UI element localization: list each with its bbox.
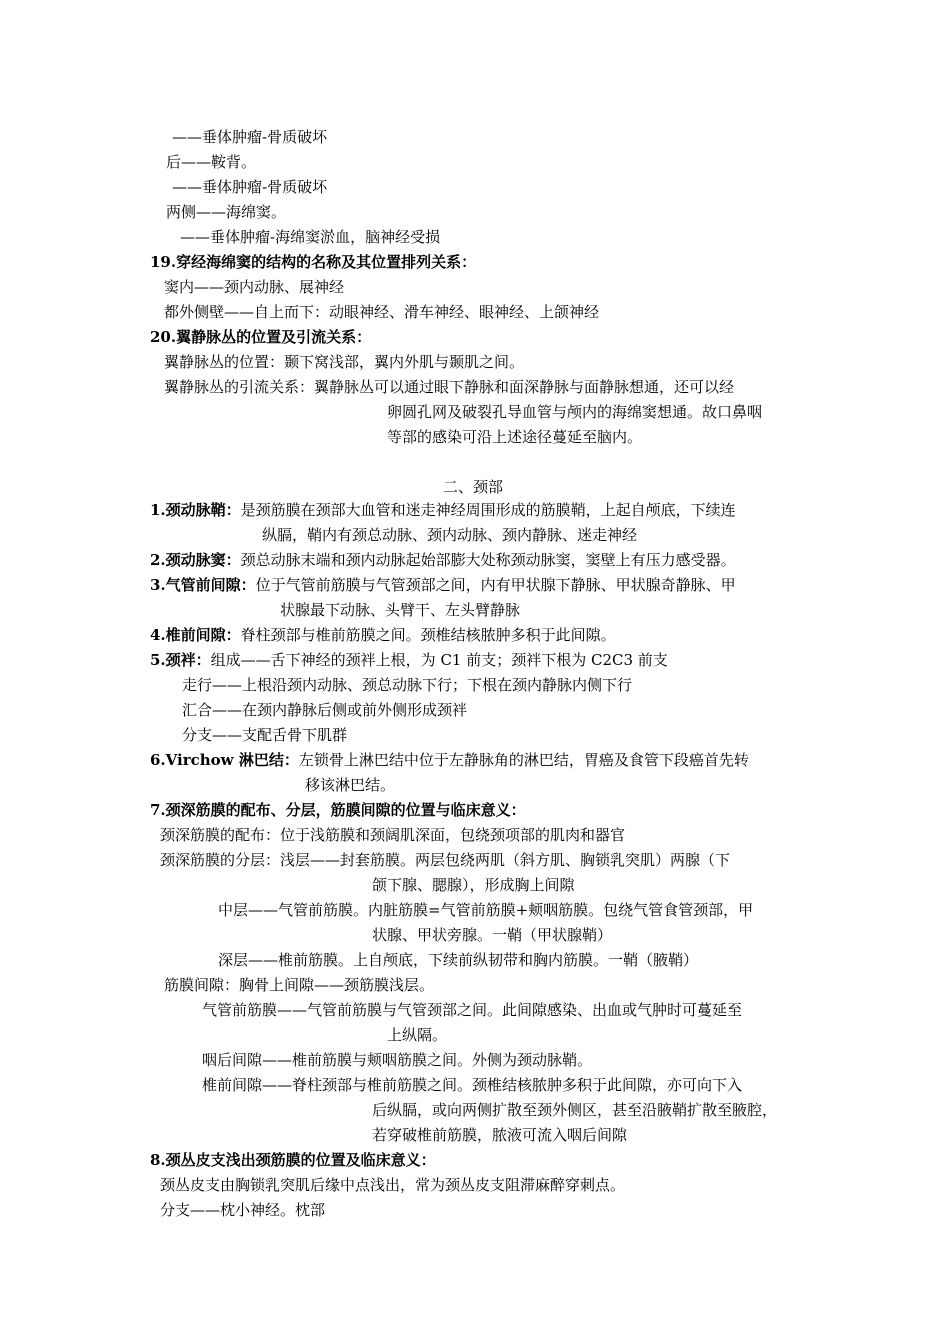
- text-line: 颌下腺、腮腺），形成胸上间隙: [372, 876, 575, 894]
- term-text: 位于气管前筋膜与气管颈部之间，内有甲状腺下静脉、甲状腺奇静脉、甲: [255, 576, 736, 594]
- text-line: 中层——气管前筋膜。内脏筋膜=气管前筋膜+颊咽筋膜。包绕气管食管颈部，甲: [218, 901, 754, 919]
- term-text: 颈总动脉末端和颈内动脉起始部膨大处称颈动脉窦，窦壁上有压力感受器。: [240, 551, 736, 569]
- text-line: 两侧——海绵窦。: [166, 203, 287, 221]
- term-text: 左锁骨上淋巴结中位于左静脉角的淋巴结，胃癌及食管下段癌首先转: [298, 751, 749, 769]
- definition-line: [150, 500, 736, 520]
- text-line: 颈丛皮支由胸锁乳突肌后缘中点浅出，常为颈丛皮支阻滞麻醉穿刺点。: [160, 1176, 626, 1194]
- definition-line: [150, 650, 668, 670]
- text-line: 深层——椎前筋膜。上自颅底，下续前纵韧带和胸内筋膜。一鞘（腋鞘）: [218, 951, 699, 969]
- definition-line: [150, 550, 736, 570]
- text-line: 上纵隔。: [387, 1026, 448, 1044]
- text-line: 翼静脉丛的位置：颞下窝浅部，翼内外肌与颞肌之间。: [164, 353, 525, 371]
- text-line: 颈深筋膜的配布：位于浅筋膜和颈阔肌深面，包绕颈项部的肌肉和器官: [160, 826, 626, 844]
- definition-line: [150, 750, 749, 770]
- text-line: 分支——枕小神经。枕部: [160, 1201, 326, 1219]
- section-heading: 20.翼静脉丛的位置及引流关系：: [150, 328, 372, 346]
- text-line: ——垂体肿瘤-骨质破坏: [172, 178, 328, 196]
- term-text: 脊柱颈部与椎前筋膜之间。颈椎结核脓肿多积于此间隙。: [240, 626, 616, 644]
- text-line: 纵膈，鞘内有颈总动脉、颈内动脉、颈内静脉、迷走神经: [262, 526, 638, 544]
- chapter-title: 二、颈部: [443, 478, 504, 496]
- text-line: 移该淋巴结。: [305, 776, 396, 794]
- term-text: 是颈筋膜在颈部大血管和迷走神经周围形成的筋膜鞘，上起自颅底，下续连: [240, 501, 736, 519]
- text-line: 后——鞍背。: [166, 153, 257, 171]
- text-line: 状腺最下动脉、头臂干、左头臂静脉: [280, 601, 521, 619]
- text-line: ——垂体肿瘤-骨质破坏: [172, 128, 328, 146]
- text-line: 窦内——颈内动脉、展神经: [164, 278, 345, 296]
- text-line: 咽后间隙——椎前筋膜与颊咽筋膜之间。外侧为颈动脉鞘。: [202, 1051, 593, 1069]
- text-line: 气管前筋膜——气管前筋膜与气管颈部之间。此间隙感染、出血或气肿时可蔓延至: [202, 1001, 743, 1019]
- text-line: 卵圆孔网及破裂孔导血管与颅内的海绵窦想通。故口鼻咽: [387, 403, 763, 421]
- definition-line: [150, 575, 736, 595]
- text-line: 等部的感染可沿上述途径蔓延至脑内。: [387, 428, 643, 446]
- text-line: 走行——上根沿颈内动脉、颈总动脉下行；下根在颈内静脉内侧下行: [182, 676, 633, 694]
- text-line: 椎前间隙——脊柱颈部与椎前筋膜之间。颈椎结核脓肿多积于此间隙，亦可向下入: [202, 1076, 743, 1094]
- text-line: 颈深筋膜的分层：浅层——封套筋膜。两层包绕两肌（斜方肌、胸锁乳突肌）两腺（下: [160, 851, 731, 869]
- term-label: 4.椎前间隙：: [150, 626, 241, 644]
- text-line: 分支——支配舌骨下肌群: [182, 726, 348, 744]
- term-text: 组成——舌下神经的颈袢上根，为 C1 前支；颈袢下根为 C2C3 前支: [210, 651, 668, 669]
- text-line: 筋膜间隙：胸骨上间隙——颈筋膜浅层。: [164, 976, 435, 994]
- term-label: 5.颈袢：: [150, 651, 211, 669]
- term-label: 3.气管前间隙：: [150, 576, 256, 594]
- term-label: 2.颈动脉窦：: [150, 551, 241, 569]
- section-heading: 19.穿经海绵窦的结构的名称及其位置排列关系：: [150, 253, 477, 271]
- term-label: 6.Virchow 淋巴结：: [150, 751, 299, 769]
- text-line: 汇合——在颈内静脉后侧或前外侧形成颈袢: [182, 701, 468, 719]
- term-label: 1.颈动脉鞘：: [150, 501, 241, 519]
- definition-line: [150, 625, 616, 645]
- text-line: 状腺、甲状旁腺。一鞘（甲状腺鞘）: [372, 926, 613, 944]
- text-line: 翼静脉丛的引流关系：翼静脉丛可以通过眼下静脉和面深静脉与面静脉想通，还可以经: [164, 378, 735, 396]
- text-line: 都外侧壁——自上而下：动眼神经、滑车神经、眼神经、上颌神经: [164, 303, 600, 321]
- text-line: 后纵膈，或向两侧扩散至颈外侧区，甚至沿腋鞘扩散至腋腔，: [372, 1101, 778, 1119]
- text-line: 若穿破椎前筋膜，脓液可流入咽后间隙: [372, 1126, 628, 1144]
- section-heading: 8.颈丛皮支浅出颈筋膜的位置及临床意义：: [150, 1151, 436, 1169]
- text-line: ——垂体肿瘤-海绵窦淤血，脑神经受损: [180, 228, 441, 246]
- section-heading: 7.颈深筋膜的配布、分层，筋膜间隙的位置与临床意义：: [150, 801, 526, 819]
